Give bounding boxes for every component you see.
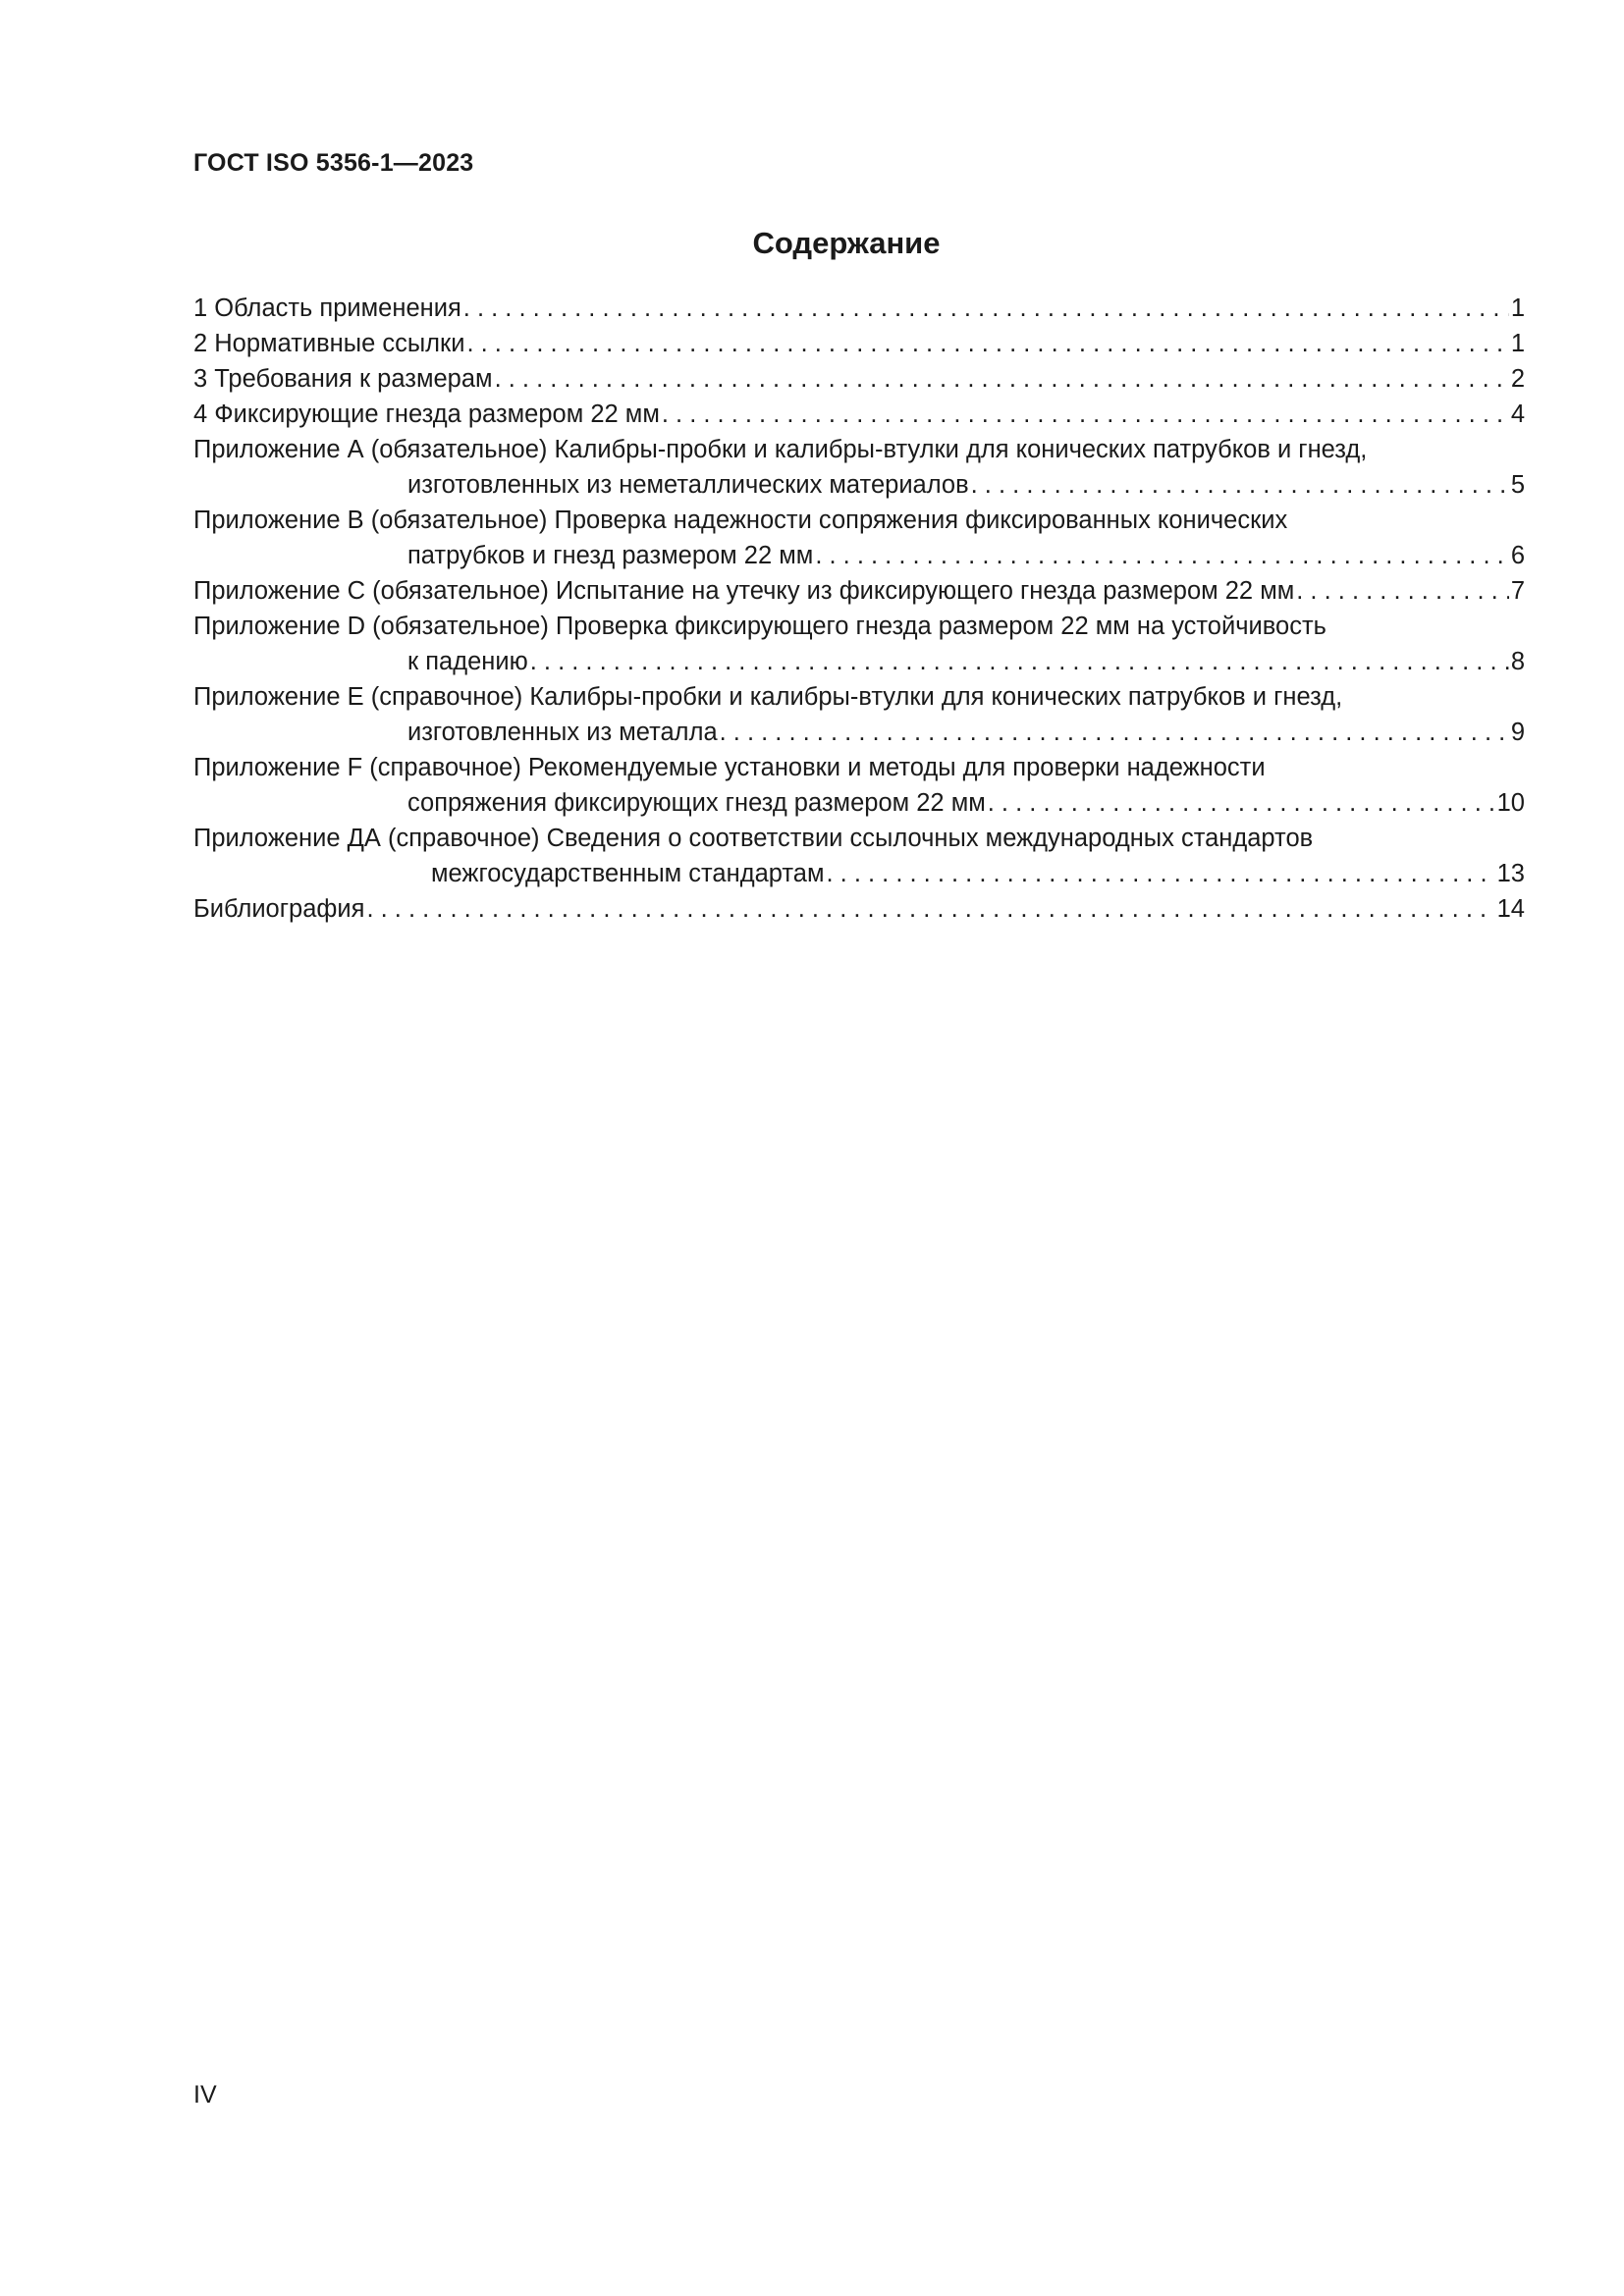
dot-leader bbox=[1296, 573, 1509, 609]
toc-entry-label-cont: к падению bbox=[407, 648, 528, 675]
toc-entry-label-cont: изготовленных из неметаллических материалов bbox=[407, 471, 969, 499]
dot-leader bbox=[815, 538, 1509, 573]
toc-entry-label: 4 Фиксирующие гнезда размером 22 мм bbox=[193, 400, 660, 428]
toc-page-number: 4 bbox=[1510, 400, 1525, 428]
toc-page-number: 2 bbox=[1510, 365, 1525, 393]
toc-page-number: 13 bbox=[1496, 860, 1525, 887]
table-of-contents bbox=[193, 291, 1525, 927]
toc-entry-annex-d[interactable] bbox=[193, 609, 1525, 679]
toc-page-number: 10 bbox=[1496, 789, 1525, 817]
page-number-footer: IV bbox=[193, 2081, 217, 2109]
toc-entry-annex-e[interactable] bbox=[193, 679, 1525, 750]
toc-entry[interactable] bbox=[193, 291, 1525, 326]
toc-entry-label: Приложение Е (справочное) Калибры-пробки и калибры-втулки для конических патрубков и гнезд, bbox=[193, 683, 1343, 711]
dot-leader bbox=[988, 785, 1495, 821]
dot-leader bbox=[826, 856, 1494, 891]
toc-entry[interactable] bbox=[193, 397, 1525, 432]
toc-entry-label: Приложение D (обязательное) Проверка фиксирующего гнезда размером 22 мм на устойчивость bbox=[193, 613, 1326, 640]
dot-leader bbox=[466, 326, 1508, 361]
dot-leader bbox=[662, 397, 1509, 432]
toc-entry-annex-a[interactable] bbox=[193, 432, 1525, 503]
toc-page-number: 1 bbox=[1510, 294, 1525, 322]
toc-entry[interactable] bbox=[193, 326, 1525, 361]
toc-entry-label: Библиография bbox=[193, 895, 365, 923]
toc-entry-label: 2 Нормативные ссылки bbox=[193, 330, 465, 357]
toc-entry-label: Приложение А (обязательное) Калибры-пробки и калибры-втулки для конических патрубков и гнезд, bbox=[193, 436, 1368, 463]
toc-entry-annex-c[interactable] bbox=[193, 573, 1525, 609]
dot-leader bbox=[463, 291, 1509, 326]
dot-leader bbox=[366, 891, 1494, 927]
toc-page-number: 8 bbox=[1510, 648, 1525, 675]
toc-page-number: 14 bbox=[1496, 895, 1525, 923]
toc-page-number: 9 bbox=[1510, 719, 1525, 746]
page-title: Содержание bbox=[752, 226, 941, 260]
dot-leader bbox=[495, 361, 1509, 397]
toc-page-number: 5 bbox=[1510, 471, 1525, 499]
toc-page-number: 1 bbox=[1510, 330, 1525, 357]
toc-entry-label: 3 Требования к размерам bbox=[193, 365, 493, 393]
toc-entry-label: Приложение С (обязательное) Испытание на утечку из фиксирующего гнезда размером 22 мм bbox=[193, 577, 1295, 605]
toc-entry-label: Приложение В (обязательное) Проверка надежности сопряжения фиксированных конических bbox=[193, 507, 1288, 534]
document-header: ГОСТ ISO 5356-1—2023 bbox=[193, 149, 474, 177]
toc-entry-label-cont: межгосударственным стандартам bbox=[431, 860, 825, 887]
toc-entry-label: 1 Область применения bbox=[193, 294, 461, 322]
dot-leader bbox=[971, 467, 1509, 503]
toc-page-number: 7 bbox=[1510, 577, 1525, 605]
toc-entry-label-cont: сопряжения фиксирующих гнезд размером 22 мм bbox=[407, 789, 986, 817]
toc-entry-label: Приложение ДА (справочное) Сведения о соответствии ссылочных международных стандартов bbox=[193, 825, 1314, 852]
toc-entry-label-cont: изготовленных из металла bbox=[407, 719, 718, 746]
dot-leader bbox=[720, 715, 1509, 750]
toc-entry-label-cont: патрубков и гнезд размером 22 мм bbox=[407, 542, 814, 569]
toc-entry[interactable] bbox=[193, 361, 1525, 397]
toc-entry-annex-da[interactable] bbox=[193, 821, 1525, 891]
toc-entry-label: Приложение F (справочное) Рекомендуемые установки и методы для проверки надежности bbox=[193, 754, 1266, 781]
toc-entry-annex-f[interactable] bbox=[193, 750, 1525, 821]
dot-leader bbox=[530, 644, 1509, 679]
toc-entry-annex-b[interactable] bbox=[193, 503, 1525, 573]
toc-page-number: 6 bbox=[1510, 542, 1525, 569]
toc-entry-bibliography[interactable] bbox=[193, 891, 1525, 927]
